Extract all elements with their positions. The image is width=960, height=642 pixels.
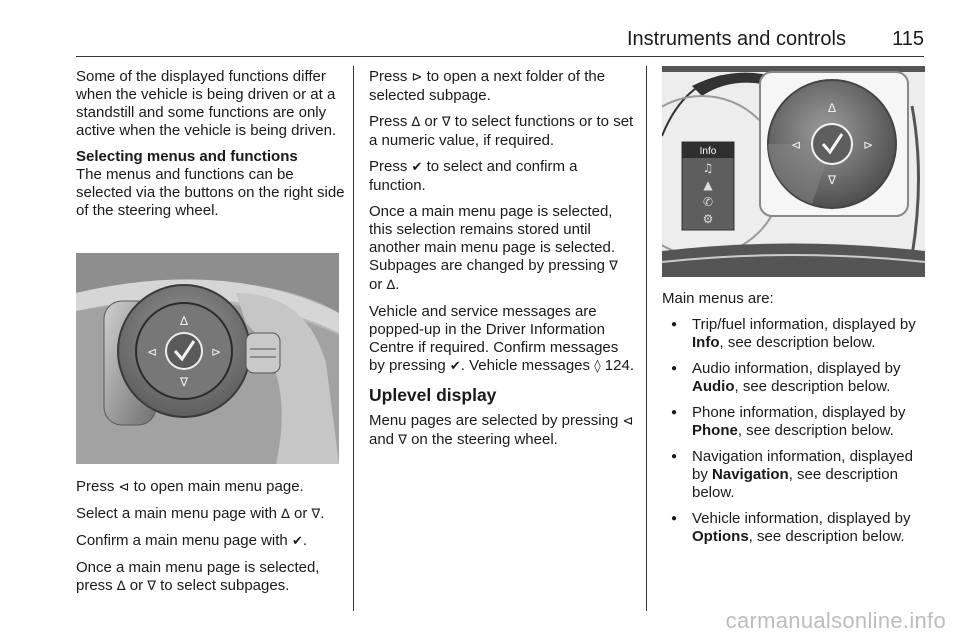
up-arrow-icon: ∆: [411, 115, 421, 130]
middle-column: [369, 68, 635, 458]
down-arrow-icon: ∇: [398, 433, 407, 448]
right-column: [662, 290, 928, 554]
down-icon: ∇: [827, 173, 837, 187]
left-icon: ⊲: [790, 138, 802, 152]
down-arrow-icon: ∇: [609, 259, 618, 274]
page-title: Instruments and controls: [627, 28, 846, 50]
down-arrow-icon: ∇: [147, 579, 156, 594]
paragraph-open-main-menu: Press ⊲ to open main menu page.: [76, 478, 304, 495]
page-number: 115: [892, 28, 924, 50]
list-item: ● Phone information, displayed by Phone, see description below.: [662, 404, 928, 440]
up-arrow-icon: ∆: [281, 507, 290, 522]
up-arrow-icon: ∆: [116, 579, 126, 594]
phone-icon: ✆: [702, 195, 714, 209]
left-column: [76, 68, 348, 228]
paragraph-confirm-main-menu: Confirm a main menu page with ✔.: [76, 532, 308, 549]
paragraph-next-folder: Press ⊳ to open a next folder of the selected subpage.: [369, 68, 606, 104]
right-icon: ⊳: [862, 138, 874, 152]
list-item: ● Trip/fuel information, displayed by Info, see description below.: [662, 316, 928, 352]
up-icon: ∆: [827, 101, 837, 115]
left-icon: ⊲: [146, 345, 158, 359]
left-arrow-icon: ⊲: [118, 480, 130, 495]
paragraph-confirm-function: Press ✔ to select and confirm a function.: [369, 158, 578, 194]
paragraph-selection-stored: Once a main menu page is selected, this selection remains stored until another main menu page is selected. Subpages are changed by pressing ∇ or ∆.: [369, 203, 618, 293]
check-icon: ✔: [291, 534, 303, 549]
page-reference-icon: ◊: [594, 359, 601, 374]
list-item: ● Navigation information, displayed by Navigation, see description below.: [662, 448, 928, 502]
column-divider-2: [646, 66, 647, 611]
down-arrow-icon: ∇: [441, 115, 451, 130]
paragraph-uplevel-selection: Menu pages are selected by pressing ⊲ and ∇ on the steering wheel.: [369, 412, 634, 448]
paragraph-select-main-menu: Select a main menu page with ∆ or ∇.: [76, 505, 325, 522]
paragraph-vehicle-messages: Vehicle and service messages are popped-up in the Driver Information Centre if required. Confirm messages by pressing ✔. Vehicle messages ◊ 124.: [369, 303, 634, 374]
page-reference-link[interactable]: 124: [604, 357, 630, 374]
main-menus-list: [662, 316, 928, 546]
down-arrow-icon: ∇: [311, 507, 321, 522]
check-icon: ✔: [449, 359, 461, 374]
up-arrow-icon: ∆: [386, 278, 396, 293]
left-arrow-icon: ⊲: [622, 414, 634, 429]
paragraph-select-subpages: Once a main menu page is selected, press ∆ or ∇ to select subpages.: [76, 559, 320, 594]
up-icon: ∆: [179, 314, 189, 328]
right-arrow-icon: ⊳: [411, 70, 423, 85]
header-rule: [76, 56, 924, 57]
intro-paragraph: Some of the displayed functions differ when the vehicle is being driven or at a standstill and some functions are only active when the vehicle is being driven.: [76, 68, 337, 139]
navigation-icon: ▲: [703, 178, 713, 192]
section-title-uplevel-display: Uplevel display: [369, 385, 497, 405]
section-heading: Selecting menus and functions: [76, 148, 298, 165]
paragraph-select-functions: Press ∆ or ∇ to select functions or to set a numeric value, if required.: [369, 113, 634, 149]
down-icon: ∇: [179, 375, 189, 389]
info-menu-label: Info: [699, 146, 717, 157]
page-header: [76, 26, 924, 56]
watermark: carmanualsonline.info: [725, 608, 946, 633]
body-paragraph: The menus and functions can be selected via the buttons on the right side of the steering wheel.: [76, 166, 345, 219]
right-icon: ⊳: [210, 345, 222, 359]
uplevel-display-image: [662, 66, 925, 277]
music-icon: ♫: [702, 161, 714, 175]
main-menus-intro: Main menus are:: [662, 290, 774, 307]
list-item: ● Audio information, displayed by Audio, see description below.: [662, 360, 928, 396]
check-icon: ✔: [411, 160, 423, 175]
list-item: ● Vehicle information, displayed by Options, see description below.: [662, 510, 928, 546]
settings-icon: ⚙: [702, 212, 714, 226]
left-column-lower: [76, 478, 348, 604]
steering-wheel-controls-image: [76, 253, 339, 464]
column-divider-1: [353, 66, 354, 611]
